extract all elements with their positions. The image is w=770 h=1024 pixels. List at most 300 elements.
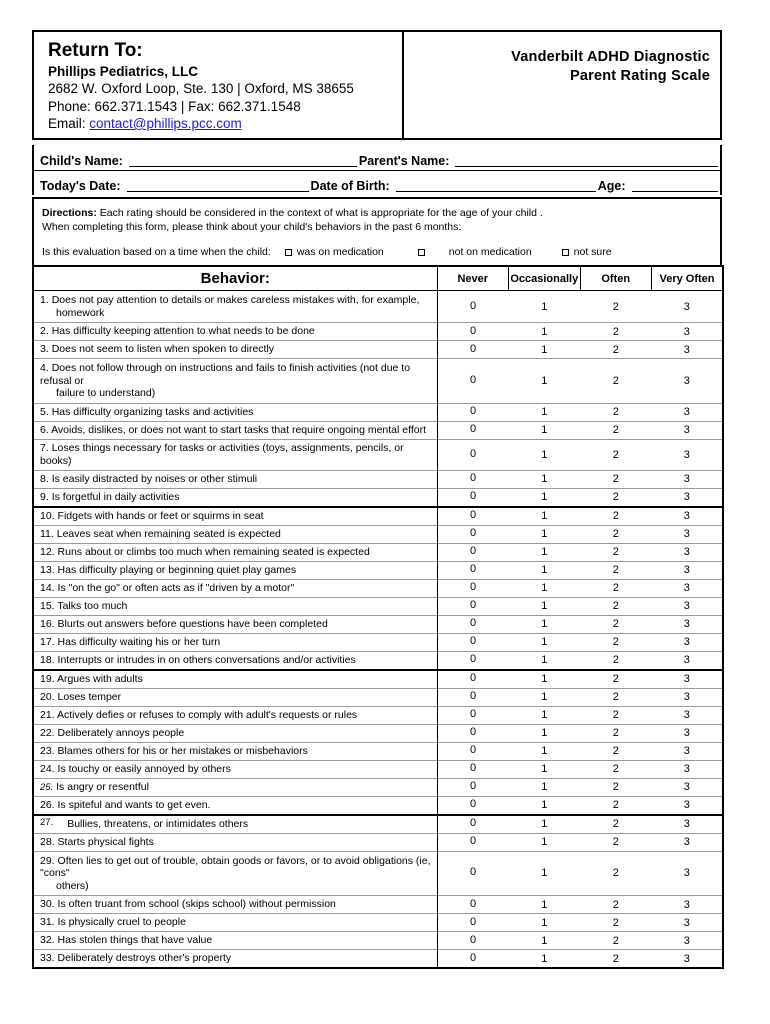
behavior-rating-table	[32, 265, 724, 969]
behavior-item-number: 20.	[40, 690, 55, 703]
behavior-item-text	[33, 778, 437, 796]
behavior-item-number: 33.	[40, 952, 55, 964]
table-row	[33, 439, 723, 470]
rating-option-3[interactable]: 3	[652, 525, 724, 543]
rating-option-2[interactable]: 2	[580, 706, 652, 724]
behavior-item-text	[33, 597, 437, 615]
email-link[interactable]: contact@phillips.pcc.com	[89, 116, 242, 131]
behavior-item-text	[33, 507, 437, 526]
behavior-item-number: 16.	[40, 617, 55, 630]
behavior-item-number: 18.	[40, 653, 55, 666]
behavior-item-number: 23.	[40, 744, 55, 757]
behavior-item-number: 7.	[40, 441, 49, 454]
rating-option-2[interactable]: 2	[580, 914, 652, 932]
table-row	[33, 341, 723, 359]
rating-option-1[interactable]: 1	[509, 525, 581, 543]
behavior-item-label: Blurts out answers before questions have been completed	[57, 617, 328, 630]
behavior-item-number: 8.	[40, 472, 49, 485]
behavior-item-label: Has difficulty playing or beginning quiet play games	[57, 563, 297, 576]
rating-option-1[interactable]: 1	[509, 851, 581, 896]
table-row	[33, 488, 723, 507]
rating-option-3[interactable]: 3	[652, 615, 724, 633]
option-not-sure[interactable]	[562, 246, 612, 258]
rating-option-3[interactable]: 3	[652, 651, 724, 670]
table-row	[33, 359, 723, 404]
behavior-item-number: 10.	[40, 509, 55, 522]
behavior-item-label: Bullies, threatens, or intimidates others	[67, 817, 249, 830]
behavior-item-label: Blames others for his or her mistakes or misbehaviors	[57, 744, 308, 757]
rating-option-0[interactable]: 0	[437, 895, 509, 913]
rating-option-1[interactable]: 1	[509, 597, 581, 615]
behavior-item-number: 14.	[40, 581, 55, 594]
age-label: Age:	[597, 179, 626, 193]
rating-option-2[interactable]: 2	[580, 670, 652, 689]
parent-name-input[interactable]	[455, 165, 718, 167]
rating-option-2[interactable]: 2	[580, 579, 652, 597]
return-to-title: Return To:	[48, 40, 143, 61]
rating-option-3[interactable]: 3	[652, 597, 724, 615]
table-row	[33, 688, 723, 706]
rating-option-0[interactable]: 0	[437, 687, 509, 705]
table-row	[33, 633, 723, 651]
form-header	[32, 30, 722, 140]
rating-option-3[interactable]: 3	[652, 670, 724, 689]
table-row	[33, 470, 723, 488]
rating-option-3[interactable]: 3	[652, 341, 724, 359]
rating-option-2[interactable]: 2	[580, 778, 652, 796]
behavior-item-label: Leaves seat when remaining seated is expected	[56, 527, 281, 540]
behavior-item-label: Loses things necessary for tasks or activities (toys, assignments, pencils, or books)	[40, 441, 404, 467]
rating-option-1[interactable]: 1	[509, 579, 581, 597]
rating-option-0[interactable]: 0	[437, 759, 509, 777]
behavior-item-label: Does not seem to listen when spoken to directly	[51, 343, 275, 355]
behavior-item-text	[33, 403, 437, 421]
rating-option-2[interactable]: 2	[580, 543, 652, 561]
rating-option-0[interactable]: 0	[437, 850, 509, 895]
rating-option-0[interactable]: 0	[437, 578, 509, 596]
rating-option-3[interactable]: 3	[652, 815, 724, 834]
rating-option-1[interactable]: 1	[509, 932, 581, 950]
rating-option-0[interactable]: 0	[437, 650, 509, 669]
table-row	[33, 579, 723, 597]
checkbox-icon[interactable]	[562, 249, 569, 256]
return-address-block	[34, 32, 404, 138]
table-row	[33, 778, 723, 796]
rating-option-3[interactable]: 3	[652, 470, 724, 488]
behavior-item-number: 31.	[40, 916, 55, 928]
behavior-item-number: 22.	[40, 726, 55, 739]
behavior-item-number: 2.	[40, 325, 49, 337]
behavior-item-number: 21.	[40, 708, 55, 721]
behavior-item-number: 26.	[40, 798, 55, 811]
rating-option-2[interactable]: 2	[580, 833, 652, 851]
rating-option-3[interactable]: 3	[683, 300, 690, 313]
behavior-item-text	[33, 896, 437, 914]
rating-option-1[interactable]: 1	[509, 950, 581, 969]
rating-option-3[interactable]: 3	[652, 633, 724, 651]
rating-option-2[interactable]: 2	[580, 760, 652, 778]
behavior-item-label: Interrupts or intrudes in on others conversations and/or activities	[57, 653, 356, 666]
column-header-behavior: Behavior:	[33, 266, 437, 291]
medication-question-label: Is this evaluation based on a time when the child:	[42, 246, 271, 258]
behavior-item-label: Avoids, dislikes, or does not want to start tasks that require ongoing mental effort	[51, 423, 427, 436]
rating-option-1[interactable]: 1	[509, 470, 581, 488]
rating-option-2[interactable]: 2	[580, 724, 652, 742]
rating-option-1[interactable]: 1	[541, 300, 548, 313]
behavior-item-number: 11.	[40, 527, 54, 540]
table-row	[33, 597, 723, 615]
option-was-on-medication[interactable]	[285, 246, 384, 258]
rating-option-3[interactable]: 3	[652, 778, 724, 796]
rating-option-1[interactable]: 1	[509, 651, 581, 670]
rating-option-0[interactable]: 0	[437, 524, 509, 542]
table-row	[33, 561, 723, 579]
rating-option-3[interactable]: 3	[652, 742, 724, 760]
behavior-item-label: Often lies to get out of trouble, obtain goods or favors, or to avoid obligations (ie, "cons"	[40, 854, 431, 879]
behavior-item-text	[33, 543, 437, 561]
behavior-item-number: 27.	[40, 816, 54, 828]
rating-option-2[interactable]: 2	[580, 341, 652, 359]
behavior-item-text	[33, 833, 437, 851]
rating-option-3[interactable]: 3	[652, 323, 724, 341]
rating-option-1[interactable]: 1	[509, 359, 581, 404]
behavior-item-text	[33, 359, 437, 404]
rating-option-3[interactable]: 3	[652, 950, 724, 969]
behavior-item-number: 1.	[40, 294, 49, 306]
rating-option-2[interactable]: 2	[580, 561, 652, 579]
table-body	[33, 291, 723, 969]
rating-option-2[interactable]: 2	[580, 439, 652, 470]
behavior-item-number: 5.	[40, 405, 49, 418]
behavior-item-number: 9.	[40, 490, 49, 503]
rating-option-2[interactable]: 2	[580, 796, 652, 815]
rating-option-0[interactable]: 0	[437, 542, 509, 560]
behavior-item-label: Does not follow through on instructions and fails to finish activities (not due to refusal or	[40, 362, 411, 387]
table-header-row	[33, 266, 723, 291]
rating-option-3[interactable]: 3	[652, 488, 724, 507]
rating-option-1[interactable]: 1	[509, 706, 581, 724]
behavior-item-text	[33, 688, 437, 706]
rating-option-1[interactable]: 1	[509, 815, 581, 834]
column-header-never: Never	[437, 266, 509, 291]
rating-option-1[interactable]: 1	[509, 615, 581, 633]
table-row	[33, 950, 723, 969]
rating-option-3[interactable]: 3	[652, 359, 724, 404]
behavior-item-text	[33, 291, 437, 323]
behavior-item-number: 13.	[40, 563, 55, 576]
table-row	[33, 323, 723, 341]
rating-option-0[interactable]: 0	[437, 506, 509, 525]
behavior-item-label: Is spiteful and wants to get even.	[57, 798, 211, 811]
rating-option-1[interactable]: 1	[509, 896, 581, 914]
rating-option-1[interactable]: 1	[509, 760, 581, 778]
rating-option-0[interactable]: 0	[437, 487, 509, 506]
table-row	[33, 742, 723, 760]
behavior-item-label: Loses temper	[57, 690, 122, 703]
rating-option-1[interactable]: 1	[509, 488, 581, 507]
behavior-item-text	[33, 670, 437, 689]
rating-option-2[interactable]: 2	[580, 597, 652, 615]
date-row	[34, 170, 720, 195]
option-label-not-sure: not sure	[573, 246, 612, 258]
rating-option-2[interactable]: 2	[580, 815, 652, 834]
table-row	[33, 525, 723, 543]
behavior-item-label: Is "on the go" or often acts as if "driven by a motor"	[57, 581, 295, 594]
parent-name-label: Parent's Name:	[358, 154, 450, 168]
rating-option-3[interactable]: 3	[652, 760, 724, 778]
behavior-item-text	[33, 615, 437, 633]
behavior-item-label: Argues with adults	[56, 672, 143, 685]
rating-option-0[interactable]: 0	[437, 741, 509, 759]
table-row	[33, 543, 723, 561]
table-row	[33, 291, 723, 323]
rating-option-0[interactable]: 0	[437, 340, 509, 358]
behavior-item-text	[33, 760, 437, 778]
behavior-item-text	[33, 796, 437, 815]
child-name-label: Child's Name:	[40, 154, 123, 168]
rating-option-3[interactable]: 3	[652, 796, 724, 815]
checkbox-icon[interactable]	[418, 249, 425, 256]
rating-option-0[interactable]: 0	[437, 777, 509, 795]
rating-option-2[interactable]: 2	[580, 950, 652, 969]
table-row	[33, 651, 723, 670]
behavior-item-label: Runs about or climbs too much when remaining seated is expected	[57, 545, 370, 558]
rating-option-3[interactable]: 3	[652, 896, 724, 914]
behavior-item-label: Starts physical fights	[57, 835, 154, 848]
rating-option-2[interactable]: 2	[580, 507, 652, 526]
rating-option-2[interactable]: 2	[580, 421, 652, 439]
rating-option-3[interactable]: 3	[652, 932, 724, 950]
rating-option-3[interactable]: 3	[652, 724, 724, 742]
rating-option-2[interactable]: 2	[580, 359, 652, 404]
rating-option-0[interactable]: 0	[437, 402, 509, 420]
table-row	[33, 815, 723, 834]
rating-option-0[interactable]: 0	[437, 632, 509, 650]
behavior-item-number: 15.	[40, 599, 55, 612]
behavior-item-label-continued: failure to understand)	[56, 387, 156, 399]
rating-option-2[interactable]: 2	[580, 615, 652, 633]
rating-option-0[interactable]: 0	[437, 814, 509, 833]
name-row	[34, 145, 720, 170]
rating-option-1[interactable]: 1	[509, 561, 581, 579]
rating-option-1[interactable]: 1	[509, 323, 581, 341]
rating-option-3[interactable]: 3	[652, 706, 724, 724]
form-title-block	[404, 32, 720, 138]
behavior-item-number: 4.	[40, 362, 49, 374]
rating-option-3[interactable]: 3	[652, 579, 724, 597]
behavior-item-text	[33, 742, 437, 760]
rating-option-2[interactable]: 2	[580, 633, 652, 651]
rating-option-3[interactable]: 3	[652, 833, 724, 851]
rating-option-0[interactable]: 0	[437, 596, 509, 614]
behavior-item-number: 30.	[40, 898, 55, 910]
rating-option-3[interactable]: 3	[652, 543, 724, 561]
behavior-item-label: Is often truant from school (skips school) without permission	[57, 898, 336, 910]
behavior-item-label: Has difficulty keeping attention to what needs to be done	[51, 325, 315, 337]
option-label-was-on-medication: was on medication	[296, 246, 384, 258]
identity-fields	[32, 145, 722, 195]
directions-line-1	[42, 206, 712, 220]
behavior-item-text	[33, 579, 437, 597]
rating-option-2[interactable]: 2	[580, 470, 652, 488]
table-row	[33, 833, 723, 851]
behavior-item-number: 25.	[40, 781, 54, 793]
rating-option-1[interactable]: 1	[509, 688, 581, 706]
behavior-item-number: 12.	[40, 545, 55, 558]
rating-option-0[interactable]: 0	[437, 723, 509, 741]
rating-option-2[interactable]: 2	[612, 300, 619, 313]
todays-date-input[interactable]	[127, 190, 309, 192]
column-header-occasionally: Occasionally	[509, 266, 581, 291]
table-row	[33, 796, 723, 815]
rating-option-0[interactable]: 0	[437, 438, 509, 469]
rating-option-0[interactable]: 0	[437, 469, 509, 487]
rating-option-0[interactable]: 0	[437, 669, 509, 688]
rating-option-1[interactable]: 1	[509, 341, 581, 359]
table-row	[33, 851, 723, 896]
option-not-on-medication[interactable]	[418, 246, 532, 258]
behavior-item-text	[33, 633, 437, 651]
rating-option-3[interactable]: 3	[652, 439, 724, 470]
medication-question-row	[42, 246, 712, 258]
rating-option-1[interactable]: 1	[509, 914, 581, 932]
rating-option-0[interactable]: 0	[437, 358, 509, 403]
clinic-name: Phillips Pediatrics, LLC	[48, 64, 199, 79]
directions-text-1: Each rating should be considered in the context of what is appropriate for the age of your child .	[96, 207, 543, 219]
todays-date-label: Today's Date:	[40, 179, 121, 193]
rating-option-0[interactable]: 0	[437, 614, 509, 632]
rating-option-3[interactable]: 3	[652, 851, 724, 896]
behavior-item-label: Has difficulty organizing tasks and activities	[51, 405, 254, 418]
table-row	[33, 615, 723, 633]
behavior-item-text	[33, 706, 437, 724]
behavior-item-text	[33, 724, 437, 742]
behavior-item-text	[33, 341, 437, 359]
email-label: Email:	[48, 116, 86, 131]
rating-option-1[interactable]: 1	[509, 633, 581, 651]
table-row	[33, 507, 723, 526]
behavior-item-label: Is physically cruel to people	[57, 916, 186, 928]
behavior-item-label: Is angry or resentful	[56, 780, 149, 793]
rating-option-0[interactable]: 0	[437, 949, 509, 968]
dob-label: Date of Birth:	[310, 179, 390, 193]
behavior-item-label: Talks too much	[57, 599, 128, 612]
rating-option-2[interactable]: 2	[580, 851, 652, 896]
rating-option-2[interactable]: 2	[580, 488, 652, 507]
table-row	[33, 670, 723, 689]
behavior-item-number: 32.	[40, 934, 55, 946]
behavior-item-text	[33, 525, 437, 543]
directions-line-2: When completing this form, please think about your child's behaviors in the past 6 months:	[42, 221, 462, 233]
rating-option-0[interactable]: 0	[437, 913, 509, 931]
rating-option-1[interactable]: 1	[509, 507, 581, 526]
rating-option-0[interactable]: 0	[437, 795, 509, 814]
behavior-item-label: Deliberately destroys other's property	[57, 952, 232, 964]
rating-option-2[interactable]: 2	[580, 932, 652, 950]
behavior-item-text	[33, 815, 437, 834]
behavior-item-text	[33, 651, 437, 670]
behavior-item-text	[33, 439, 437, 470]
checkbox-icon[interactable]	[285, 249, 292, 256]
behavior-item-number: 29.	[40, 854, 55, 867]
behavior-item-text	[33, 488, 437, 507]
rating-option-0[interactable]: 0	[437, 420, 509, 438]
behavior-item-text	[33, 932, 437, 950]
behavior-item-number: 6.	[40, 423, 49, 436]
behavior-item-number: 24.	[40, 762, 55, 775]
column-header-very-often: Very Often	[652, 266, 724, 291]
behavior-item-label: Is easily distracted by noises or other stimuli	[51, 472, 258, 485]
rating-option-0[interactable]: 0	[469, 299, 477, 312]
rating-option-0[interactable]: 0	[437, 560, 509, 578]
table-row	[33, 403, 723, 421]
rating-option-3[interactable]: 3	[652, 507, 724, 526]
rating-option-2[interactable]: 2	[580, 742, 652, 760]
age-input[interactable]	[632, 190, 719, 192]
rating-option-1[interactable]: 1	[509, 439, 581, 470]
behavior-item-text	[33, 323, 437, 341]
rating-option-2[interactable]: 2	[580, 688, 652, 706]
behavior-item-text	[33, 561, 437, 579]
rating-option-1[interactable]: 1	[509, 778, 581, 796]
dob-input[interactable]	[396, 190, 596, 192]
rating-option-2[interactable]: 2	[580, 323, 652, 341]
clinic-email-row	[48, 115, 402, 133]
rating-option-3[interactable]: 3	[652, 421, 724, 439]
option-label-not-on-medication: not on medication	[448, 246, 532, 258]
rating-option-1[interactable]: 1	[509, 403, 581, 421]
form-title-line-1: Vanderbilt ADHD Diagnostic	[511, 49, 710, 65]
rating-option-1[interactable]: 1	[509, 796, 581, 815]
rating-option-3[interactable]: 3	[652, 914, 724, 932]
rating-option-1[interactable]: 1	[509, 833, 581, 851]
rating-option-1[interactable]: 1	[509, 670, 581, 689]
table-row	[33, 932, 723, 950]
rating-option-1[interactable]: 1	[509, 421, 581, 439]
behavior-item-label: Actively defies or refuses to comply with adult's requests or rules	[56, 708, 358, 721]
rating-option-1[interactable]: 1	[509, 543, 581, 561]
rating-option-3[interactable]: 3	[652, 561, 724, 579]
rating-option-0[interactable]: 0	[437, 931, 509, 949]
rating-option-2[interactable]: 2	[580, 525, 652, 543]
rating-option-0[interactable]: 0	[437, 705, 509, 723]
behavior-item-label: Does not pay attention to details or makes careless mistakes with, for example,	[51, 294, 420, 306]
behavior-item-text	[33, 470, 437, 488]
behavior-item-label: Deliberately annoys people	[57, 726, 185, 739]
rating-option-2[interactable]: 2	[580, 896, 652, 914]
column-header-often: Often	[580, 266, 652, 291]
behavior-item-label-continued: homework	[56, 306, 105, 319]
behavior-item-label: Has stolen things that have value	[57, 934, 213, 946]
behavior-item-label: Is touchy or easily annoyed by others	[57, 762, 231, 775]
child-name-input[interactable]	[129, 165, 357, 167]
rating-option-0[interactable]: 0	[437, 832, 509, 850]
rating-option-2[interactable]: 2	[580, 403, 652, 421]
behavior-item-text	[33, 851, 437, 896]
behavior-item-label-continued: others)	[56, 879, 89, 892]
rating-option-1[interactable]: 1	[509, 742, 581, 760]
rating-option-2[interactable]: 2	[580, 651, 652, 670]
rating-option-0[interactable]: 0	[437, 322, 509, 340]
behavior-item-text	[33, 914, 437, 932]
form-title-line-2: Parent Rating Scale	[570, 68, 710, 84]
rating-option-1[interactable]: 1	[509, 724, 581, 742]
clinic-address: 2682 W. Oxford Loop, Ste. 130 | Oxford, MS 38655	[48, 81, 354, 96]
table-row	[33, 421, 723, 439]
rating-option-3[interactable]: 3	[652, 403, 724, 421]
table-row	[33, 914, 723, 932]
rating-option-3[interactable]: 3	[652, 688, 724, 706]
